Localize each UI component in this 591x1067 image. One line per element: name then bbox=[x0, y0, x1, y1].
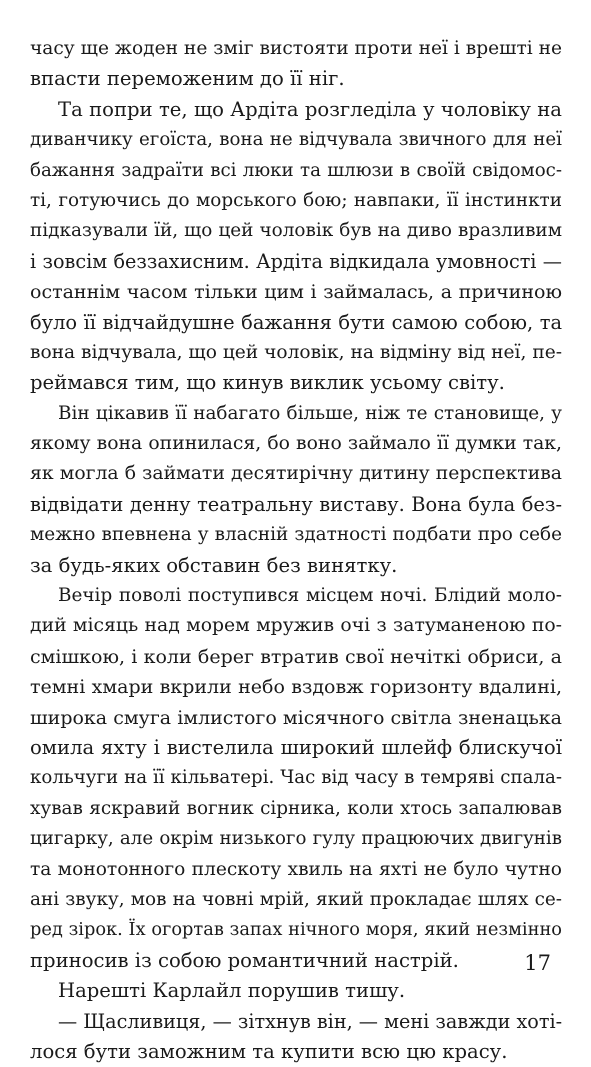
text-line: вона відчувала, що цей чоловік, на відміну від неї, пе- bbox=[30, 341, 562, 363]
text-line: було її відчайдушне бажання бути самою собою, та bbox=[30, 310, 562, 334]
text-line: хував яскравий вогник сірника, коли хтось запалював bbox=[30, 797, 562, 819]
text-line: темні хмари вкрили небо вздовж горизонту вдалині, bbox=[30, 676, 562, 699]
text-line: за будь-яких обставин без винятку. bbox=[30, 553, 398, 577]
text-line: диванчику егоїста, вона не відчувала звичного для неї bbox=[30, 129, 562, 151]
text-line: межно впевнена у власній здатності подбати про себе bbox=[30, 524, 562, 546]
text-line: останнім часом тільки цим і займалась, а причиною bbox=[30, 281, 562, 304]
text-line: як могла б займати десятирічну дитину перспектива bbox=[30, 463, 562, 485]
text-line: кольчуги на її кільватері. Час від часу в темряві спала- bbox=[30, 767, 562, 789]
text-line: ані звуку, мов на човні мрій, який прокладає шлях се- bbox=[30, 888, 562, 910]
text-line: Вечір поволі поступився місцем ночі. Блідий моло- bbox=[58, 585, 562, 607]
text-line: та монотонного плескоту хвиль на яхті не було чутно bbox=[30, 858, 562, 880]
text-line: Він цікавив її набагато більше, ніж те становище, у bbox=[58, 402, 562, 424]
text-line: відвідати денну театральну виставу. Вона була без- bbox=[30, 492, 562, 516]
text-line: і зовсім беззахисним. Ардіта відкидала умовності — bbox=[30, 249, 562, 273]
text-line: ті, готуючись до морського бою; навпаки, її інстинкти bbox=[30, 189, 562, 211]
text-line: ред зірок. Їх огортав запах нічного моря, який незмінно bbox=[30, 919, 562, 941]
text-line: цигарку, але окрім низького гулу працюючих двигунів bbox=[30, 828, 562, 850]
book-page-text bbox=[30, 34, 562, 1067]
text-line: якому вона опинилася, бо воно займало її думки так, bbox=[30, 433, 562, 455]
text-line: Нарешті Карлайл порушив тишу. bbox=[58, 979, 406, 1003]
text-line: приносив із собою романтичний настрій. bbox=[30, 948, 459, 972]
text-line: дий місяць над морем мружив очі з затуманеною по- bbox=[30, 615, 562, 637]
text-line: — Щасливиця, — зітхнув він, — мені завжди хоті- bbox=[58, 1009, 563, 1033]
text-line: часу ще жоден не зміг вистояти проти неї і врешті не bbox=[30, 38, 562, 59]
text-line: омила яхту і вистелила широкий шлейф блискучої bbox=[30, 735, 562, 759]
text-line: реймався тим, що кинув виклик усьому світу. bbox=[30, 371, 505, 395]
text-line: впасти переможеним до її ніг. bbox=[30, 67, 345, 91]
text-line: смішкою, і коли берег втратив свої нечіткі обриси, а bbox=[30, 645, 562, 668]
text-line: лося бути заможним та купити всю цю красу. bbox=[30, 1039, 508, 1063]
text-line: підказували їй, що цей чоловік був на диво вразливим bbox=[30, 220, 562, 242]
text-line: бажання задраїти всі люки та шлюзи в своїй свідомос- bbox=[30, 159, 562, 181]
text-line: широка смуга імлистого місячного світла зненацька bbox=[30, 706, 562, 729]
text-line: Та попри те, що Ардіта розгледіла у чоловіку на bbox=[58, 97, 562, 121]
page-number: 17 bbox=[524, 951, 551, 975]
